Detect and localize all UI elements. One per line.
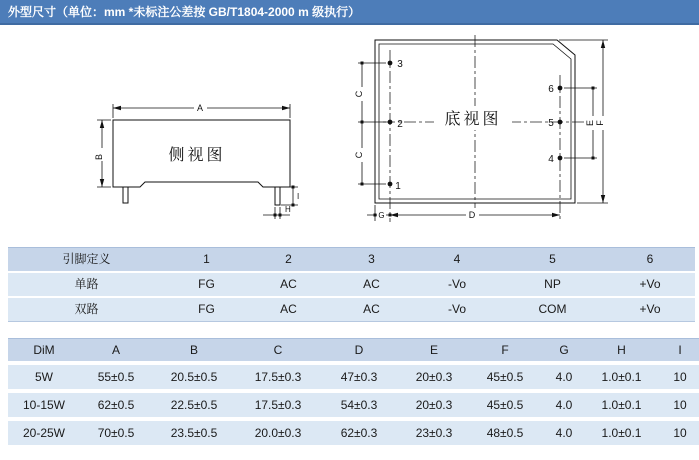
pin-value: -Vo bbox=[447, 277, 466, 291]
dim-table-header-cell: A bbox=[111, 343, 120, 357]
dim-value: 62±0.3 bbox=[340, 426, 378, 440]
dim-c2-label: C bbox=[354, 151, 364, 159]
bottom-view-drawing bbox=[354, 35, 609, 222]
pin-value: AC bbox=[363, 277, 380, 291]
dim-i-label: I bbox=[297, 192, 300, 201]
pin-table-header-row bbox=[8, 247, 695, 271]
dim-table-header-cell: DiM bbox=[33, 343, 55, 357]
dim-value: 1.0±0.1 bbox=[601, 398, 642, 412]
dim-value: 23±0.3 bbox=[415, 426, 453, 440]
dim-value: 1.0±0.1 bbox=[601, 426, 642, 440]
pin-table-header-cell: 4 bbox=[453, 252, 461, 266]
pin-table-header-cell: 5 bbox=[549, 252, 556, 266]
side-view-right-pin bbox=[275, 187, 280, 205]
dim-f bbox=[559, 40, 609, 203]
dim-value: 10 bbox=[673, 426, 687, 440]
pin-value: FG bbox=[198, 302, 215, 316]
dim-f-label: F bbox=[595, 120, 605, 126]
dim-value: 10 bbox=[673, 398, 687, 412]
dimension-table bbox=[8, 338, 699, 449]
pin-value: NP bbox=[544, 277, 561, 291]
pin-2-label: 2 bbox=[397, 119, 403, 130]
dim-d bbox=[390, 208, 560, 220]
dim-value: 10-15W bbox=[22, 398, 66, 412]
dim-value: 17.5±0.3 bbox=[254, 370, 302, 384]
dim-table-row-20-25w bbox=[8, 421, 699, 445]
pin-5-label: 5 bbox=[548, 118, 554, 129]
dim-c bbox=[354, 62, 386, 186]
dim-table-row-5w bbox=[8, 365, 699, 389]
dim-value: 10 bbox=[673, 370, 687, 384]
dim-value: 70±0.5 bbox=[97, 426, 135, 440]
pin-table-header-cell: 引脚定义 bbox=[62, 252, 111, 266]
dim-value: 20±0.3 bbox=[415, 370, 453, 384]
dim-g bbox=[367, 205, 392, 221]
dim-table-header-row bbox=[8, 338, 699, 361]
dim-b bbox=[94, 120, 111, 187]
pin-value: -Vo bbox=[447, 302, 466, 316]
dim-value: 5W bbox=[35, 370, 53, 384]
dim-value: 4.0 bbox=[555, 370, 573, 384]
dim-table-header-cell: E bbox=[429, 343, 438, 357]
pin-value: +Vo bbox=[639, 302, 661, 316]
dim-table-header-cell: I bbox=[678, 343, 682, 357]
dim-c1-label: C bbox=[354, 90, 364, 98]
pin-value: AC bbox=[363, 302, 380, 316]
pin-value: COM bbox=[538, 302, 567, 316]
side-view-title: 侧视图 bbox=[168, 147, 226, 164]
pin-table-row-dual bbox=[8, 298, 695, 322]
pin-table-row-single bbox=[8, 273, 695, 296]
dim-table-header-cell: H bbox=[617, 343, 626, 357]
pin-value: +Vo bbox=[639, 277, 661, 291]
dim-value: 47±0.3 bbox=[340, 370, 378, 384]
pin-6-label: 6 bbox=[548, 84, 554, 95]
pin-value: FG bbox=[198, 277, 215, 291]
pin-table-header-cell: 1 bbox=[203, 252, 210, 266]
dim-a-label: A bbox=[196, 103, 204, 113]
page-title: 外型尺寸（单位：mm *未标注公差按 GB/T1804-2000 m 级执行） bbox=[8, 5, 361, 19]
dim-value: 1.0±0.1 bbox=[601, 370, 642, 384]
dim-value: 48±0.5 bbox=[486, 426, 524, 440]
dim-table-header-cell: D bbox=[354, 343, 364, 357]
dim-value: 4.0 bbox=[555, 398, 573, 412]
pin-table-header-cell: 3 bbox=[368, 252, 375, 266]
dim-value: 4.0 bbox=[555, 426, 573, 440]
dim-value: 20-25W bbox=[22, 426, 66, 440]
pin-1-label: 1 bbox=[395, 181, 401, 192]
dim-value: 20±0.3 bbox=[415, 398, 453, 412]
dim-table-header-cell: C bbox=[273, 343, 283, 357]
pin-value: AC bbox=[280, 277, 297, 291]
dim-h bbox=[263, 205, 291, 219]
dim-value: 17.5±0.3 bbox=[254, 398, 302, 412]
dim-value: 23.5±0.5 bbox=[170, 426, 218, 440]
dim-g-label: G bbox=[378, 211, 385, 220]
dim-a bbox=[113, 102, 290, 118]
dim-table-header-cell: G bbox=[559, 343, 569, 357]
dim-d-label: D bbox=[468, 210, 476, 220]
bottom-view-title: 底视图 bbox=[444, 111, 502, 128]
dim-value: 20.5±0.5 bbox=[170, 370, 218, 384]
row-label: 单路 bbox=[74, 277, 99, 291]
dim-table-header-cell: B bbox=[189, 343, 198, 357]
dim-value: 62±0.5 bbox=[97, 398, 135, 412]
dim-value: 20.0±0.3 bbox=[254, 426, 302, 440]
pin-value: AC bbox=[280, 302, 297, 316]
pin-table-header-cell: 6 bbox=[646, 252, 654, 266]
dim-e-label: E bbox=[585, 119, 595, 127]
dim-h-label: H bbox=[285, 205, 291, 214]
dim-i bbox=[281, 186, 299, 207]
dim-value: 55±0.5 bbox=[97, 370, 135, 384]
dim-e bbox=[564, 87, 598, 160]
dim-value: 45±0.5 bbox=[486, 398, 524, 412]
side-view-left-pin bbox=[123, 187, 128, 203]
pin-table-header-cell: 2 bbox=[285, 252, 292, 266]
pin-definition-table bbox=[8, 247, 695, 324]
dim-value: 45±0.5 bbox=[486, 370, 524, 384]
side-view-drawing bbox=[94, 102, 299, 219]
dim-value: 22.5±0.5 bbox=[170, 398, 218, 412]
dim-table-row-10-15w bbox=[8, 393, 699, 417]
pin-3-label: 3 bbox=[397, 59, 403, 70]
row-label: 双路 bbox=[74, 302, 99, 316]
dim-value: 54±0.3 bbox=[340, 398, 378, 412]
pin-4-label: 4 bbox=[548, 154, 554, 165]
dim-b-label: B bbox=[94, 153, 104, 161]
dim-table-header-cell: F bbox=[501, 343, 509, 357]
